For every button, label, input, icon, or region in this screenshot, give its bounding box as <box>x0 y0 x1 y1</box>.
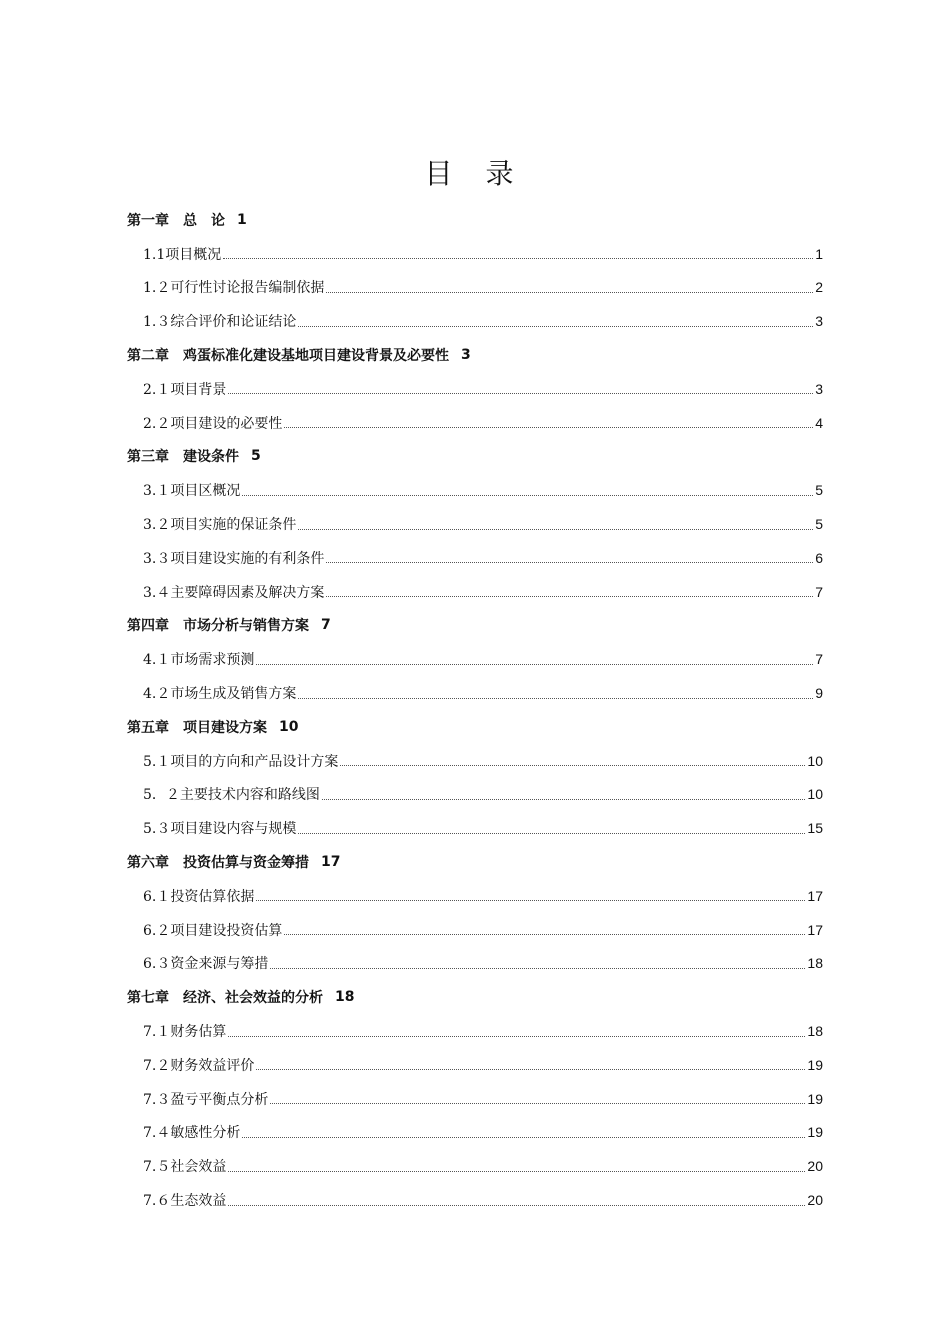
toc-section-label: 4.２市场生成及销售方案 <box>143 686 297 703</box>
toc-chapter-label: 第五章 项目建设方案 <box>127 719 267 736</box>
toc-section-label: 7.４敏感性分析 <box>143 1125 241 1142</box>
toc-page-number: 7 <box>815 583 823 600</box>
toc-section[interactable] <box>127 507 823 541</box>
dot-leader <box>228 1036 805 1037</box>
toc-chapter-5[interactable] <box>127 710 823 744</box>
toc-section-label: 1.1项目概况 <box>143 246 222 263</box>
toc-section-label: 7.２财务效益评价 <box>143 1057 255 1074</box>
toc-chapter-label: 第七章 经济、社会效益的分析 <box>127 990 323 1007</box>
toc-section-label: 5.１项目的方向和产品设计方案 <box>143 753 339 770</box>
toc-section-label: 2.１项目背景 <box>143 381 227 398</box>
toc-chapter-label: 第四章 市场分析与销售方案 <box>127 618 309 635</box>
table-of-contents <box>127 203 823 1217</box>
dot-leader <box>298 529 813 530</box>
toc-page-number: 10 <box>807 752 823 769</box>
toc-section[interactable] <box>127 304 823 338</box>
toc-section-label: 6.３资金来源与筹措 <box>143 956 269 973</box>
dot-leader <box>326 292 813 293</box>
toc-page-number: 18 <box>807 1023 823 1040</box>
toc-page-number: 3 <box>461 347 471 364</box>
toc-page-number: 3 <box>815 380 823 397</box>
toc-page-number: 20 <box>807 1158 823 1175</box>
toc-chapter-1[interactable] <box>127 203 823 237</box>
toc-section[interactable] <box>127 676 823 710</box>
toc-section-label: 7.５社会效益 <box>143 1159 227 1176</box>
toc-page-number: 9 <box>815 685 823 702</box>
toc-section[interactable] <box>127 778 823 812</box>
toc-page-number: 17 <box>321 854 341 871</box>
toc-section[interactable] <box>127 473 823 507</box>
toc-chapter-4[interactable] <box>127 609 823 643</box>
toc-page-number: 3 <box>815 313 823 330</box>
toc-chapter-2[interactable] <box>127 338 823 372</box>
toc-page-number: 2 <box>815 279 823 296</box>
dot-leader <box>270 968 805 969</box>
toc-section[interactable] <box>127 1183 823 1217</box>
dot-leader <box>298 326 813 327</box>
toc-section[interactable] <box>127 947 823 981</box>
toc-section-label: 6.１投资估算依据 <box>143 888 255 905</box>
dot-leader <box>228 1205 805 1206</box>
dot-leader <box>256 1069 805 1070</box>
toc-page-number: 4 <box>815 414 823 431</box>
dot-leader <box>284 427 813 428</box>
dot-leader <box>270 1103 805 1104</box>
toc-page-number: 17 <box>807 887 823 904</box>
toc-page-number: 17 <box>807 921 823 938</box>
dot-leader <box>242 1137 805 1138</box>
toc-section[interactable] <box>127 913 823 947</box>
toc-section-label: 3.１项目区概况 <box>143 483 241 500</box>
toc-section-label: 3.４主要障碍因素及解决方案 <box>143 584 325 601</box>
dot-leader <box>340 765 805 766</box>
toc-page-number: 5 <box>251 448 261 465</box>
page-title: 目 录 <box>424 157 526 190</box>
dot-leader <box>326 562 813 563</box>
toc-section[interactable] <box>127 271 823 305</box>
dot-leader <box>228 1171 805 1172</box>
toc-page-number: 18 <box>807 955 823 972</box>
toc-chapter-label: 第二章 鸡蛋标准化建设基地项目建设背景及必要性 <box>127 348 449 365</box>
toc-chapter-label: 第三章 建设条件 <box>127 449 239 466</box>
toc-section-label: 2.２项目建设的必要性 <box>143 415 283 432</box>
toc-section[interactable] <box>127 1116 823 1150</box>
toc-chapter-7[interactable] <box>127 980 823 1014</box>
dot-leader <box>298 698 813 699</box>
toc-page-number: 15 <box>807 820 823 837</box>
toc-section-label: 1.３综合评价和论证结论 <box>143 314 297 331</box>
toc-chapter-3[interactable] <box>127 440 823 474</box>
toc-section[interactable] <box>127 1014 823 1048</box>
toc-section[interactable] <box>127 1048 823 1082</box>
toc-page-number: 19 <box>807 1056 823 1073</box>
toc-chapter-label: 第六章 投资估算与资金筹措 <box>127 855 309 872</box>
toc-page-number: 5 <box>815 516 823 533</box>
toc-page-number: 6 <box>815 549 823 566</box>
toc-section[interactable] <box>127 811 823 845</box>
toc-section-label: 5．２主要技术内容和路线图 <box>143 787 320 804</box>
dot-leader <box>256 664 813 665</box>
toc-page-number: 7 <box>815 651 823 668</box>
toc-section[interactable] <box>127 1082 823 1116</box>
toc-page-number: 5 <box>815 482 823 499</box>
toc-section[interactable] <box>127 372 823 406</box>
toc-section-label: 3.３项目建设实施的有利条件 <box>143 550 325 567</box>
toc-section[interactable] <box>127 406 823 440</box>
dot-leader <box>284 934 805 935</box>
dot-leader <box>326 596 813 597</box>
toc-section-label: 4.１市场需求预测 <box>143 652 255 669</box>
dot-leader <box>228 393 813 394</box>
dot-leader <box>223 258 813 259</box>
toc-page-number: 19 <box>807 1090 823 1107</box>
toc-section-label: 7.１财务估算 <box>143 1024 227 1041</box>
toc-page-number: 7 <box>321 617 331 634</box>
toc-page-number: 1 <box>815 245 823 262</box>
toc-section[interactable] <box>127 1149 823 1183</box>
toc-section[interactable] <box>127 237 823 271</box>
toc-page-number: 18 <box>335 989 355 1006</box>
toc-section[interactable] <box>127 879 823 913</box>
toc-section[interactable] <box>127 541 823 575</box>
dot-leader <box>242 495 813 496</box>
toc-page-number: 10 <box>807 786 823 803</box>
toc-section[interactable] <box>127 575 823 609</box>
dot-leader <box>256 900 805 901</box>
toc-section-label: 3.２项目实施的保证条件 <box>143 517 297 534</box>
toc-section[interactable] <box>127 744 823 778</box>
toc-section-label: 5.３项目建设内容与规模 <box>143 821 297 838</box>
toc-chapter-label: 第一章 总 论 <box>127 212 225 229</box>
toc-page-number: 1 <box>237 211 247 228</box>
toc-section-label: 6.２项目建设投资估算 <box>143 922 283 939</box>
toc-section-label: 7.３盈亏平衡点分析 <box>143 1091 269 1108</box>
toc-section[interactable] <box>127 642 823 676</box>
toc-page-number: 10 <box>279 718 299 735</box>
toc-page-number: 19 <box>807 1124 823 1141</box>
toc-chapter-6[interactable] <box>127 845 823 879</box>
toc-page-number: 20 <box>807 1192 823 1208</box>
toc-section-label: 7.６生态效益 <box>143 1193 227 1209</box>
dot-leader <box>298 833 805 834</box>
dot-leader <box>322 799 806 800</box>
toc-section-label: 1.２可行性讨论报告编制依据 <box>143 280 325 297</box>
